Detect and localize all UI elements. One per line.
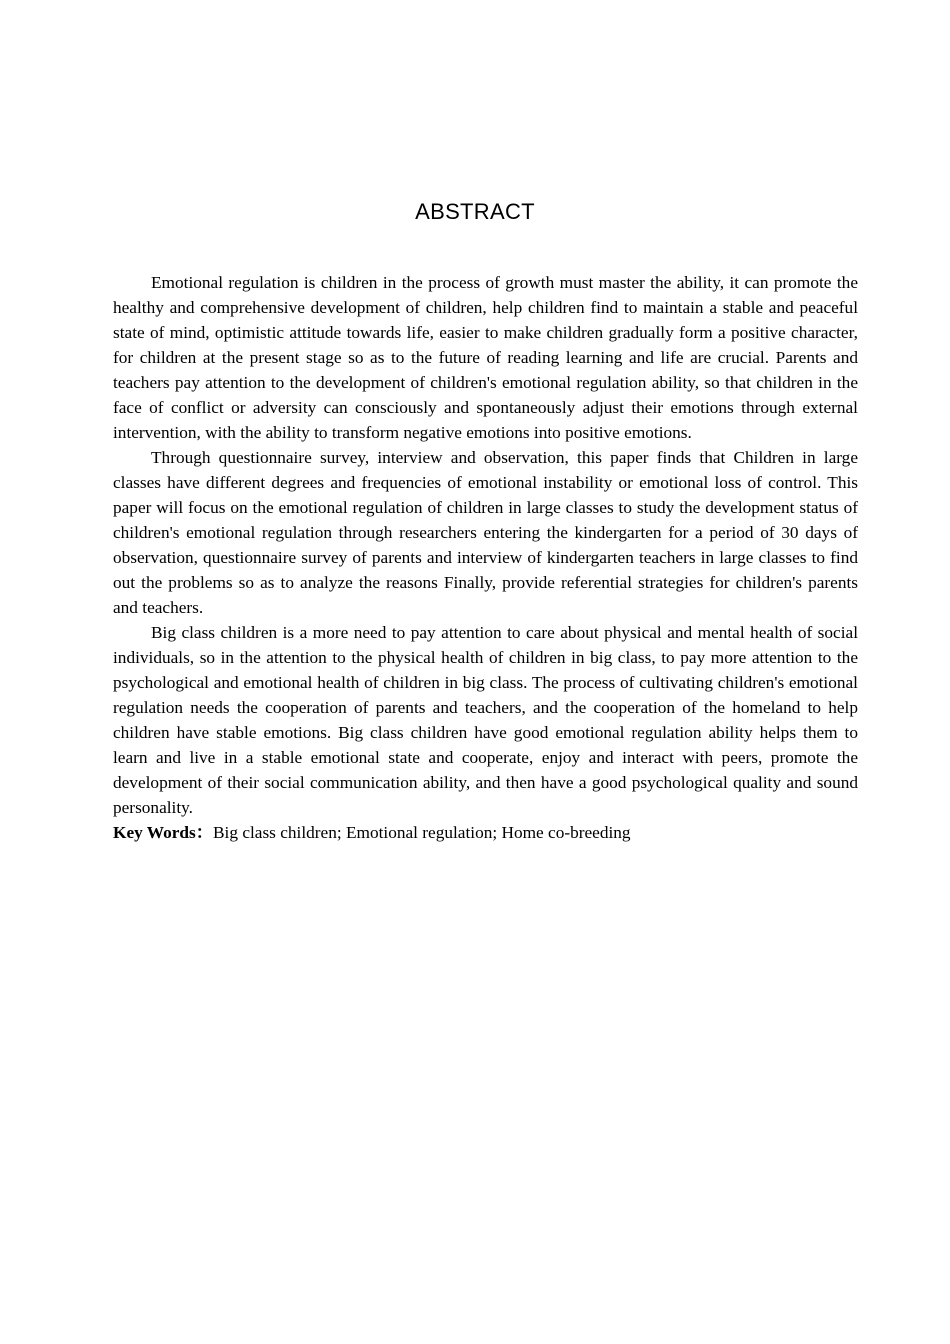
abstract-paragraph-1: Emotional regulation is children in the process of growth must master the ability, it can promote the healthy and comprehensive development of children, help children find to maintain a stable and peaceful state of mind, optimistic attitude towards life, easier to make children gradually form a positive character, for children at the present stage so as to the future of reading learning and life are crucial. Parents and teachers pay attention to the development of children's emotional regulation ability, so that children in the face of conflict or adversity can consciously and spontaneously adjust their emotions through external intervention, with the ability to transform negative emotions into positive emotions.: [113, 273, 858, 442]
abstract-paragraph-3: Big class children is a more need to pay attention to care about physical and mental health of social individuals, so in the attention to the physical health of children in big class, to pay more attention to the psychological and emotional health of children in big class. The process of cultivating children's emotional regulation needs the cooperation of parents and teachers, and the cooperation of the homeland to help children have stable emotions. Big class children have good emotional regulation ability helps them to learn and live in a stable emotional state and cooperate, enjoy and interact with peers, promote the development of their social communication ability, and then have a good psychological quality and sound personality.: [113, 623, 858, 817]
keywords-value: Big class children; Emotional regulation; Home co-breeding: [213, 823, 631, 842]
abstract-body: [113, 270, 858, 845]
abstract-title: ABSTRACT: [415, 199, 535, 224]
keywords-label: Key Words：: [113, 823, 214, 842]
keywords-line: [113, 820, 858, 845]
abstract-paragraph-2: Through questionnaire survey, interview and observation, this paper finds that Children in large classes have different degrees and frequencies of emotional instability or emotional loss of control. This paper will focus on the emotional regulation of children in large classes to study the development status of children's emotional regulation through researchers entering the kindergarten for a period of 30 days of observation, questionnaire survey of parents and interview of kindergarten teachers in large classes to find out the problems so as to analyze the reasons Finally, provide referential strategies for children's parents and teachers.: [113, 448, 858, 617]
